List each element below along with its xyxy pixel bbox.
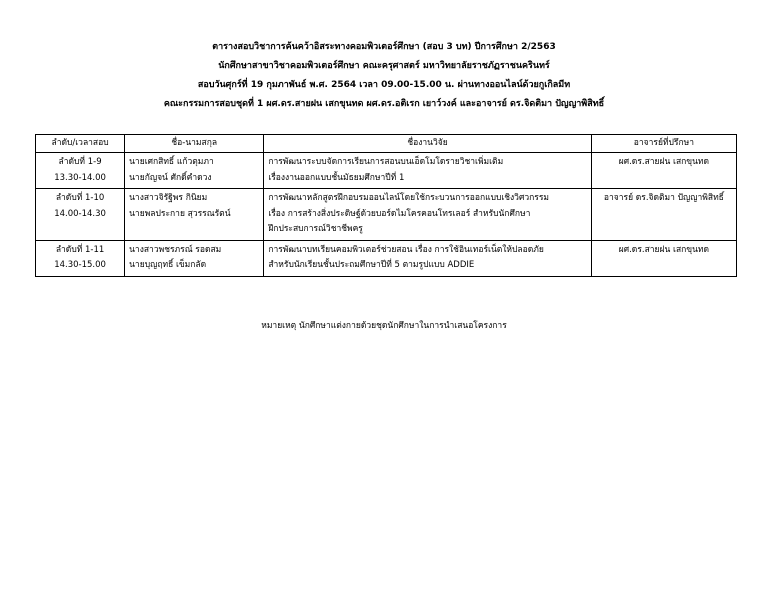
- topic-line: การพัฒนาหลักสูตรฝึกอบรมออนไลน์โดยใช้กระบวนการออกแบบเชิงวิศวกรรม: [268, 193, 550, 203]
- column-header-names: ชื่อ-นามสกุล: [125, 135, 264, 153]
- topic-cell: [264, 189, 591, 241]
- order-cell: [36, 153, 125, 189]
- topic-line: การพัฒนาระบบจัดการเรียนการสอนบนเอ็ดโมโดรายวิชาเพิ่มเติม: [268, 157, 504, 167]
- schedule-table: [35, 134, 737, 277]
- order-cell: [36, 189, 125, 241]
- student-name: นางสาวจิรัฐิพร กินิยม: [129, 193, 208, 203]
- table-row: [36, 153, 737, 189]
- column-header-topic: ชื่องานวิจัย: [264, 135, 591, 153]
- order-number: ลำดับที่ 1-11: [55, 244, 105, 255]
- topic-line: สำหรับนักเรียนชั้นประถมศึกษาปีที่ 5 ตามรูปแบบ ADDIE: [268, 260, 475, 270]
- student-name: นายพลประกาย สุวรรณรัตน์: [129, 208, 231, 219]
- column-header-advisor: อาจารย์ที่ปรึกษา: [591, 135, 736, 153]
- exam-time: 14.00-14.30: [54, 208, 106, 219]
- table-header-row: [36, 135, 737, 153]
- names-cell: [125, 153, 264, 189]
- order-number: ลำดับที่ 1-10: [55, 193, 105, 203]
- column-header-order: ลำดับ/เวลาสอบ: [36, 135, 125, 153]
- advisor-cell: ผศ.ดร.สายฝน เสกขุนทด: [591, 153, 736, 189]
- header-department: นักศึกษาสาขาวิชาคอมพิวเตอร์ศึกษา คณะครุศาสตร์ มหาวิทยาลัยราชภัฏราชนครินทร์: [218, 61, 550, 71]
- table-row: [36, 189, 737, 241]
- student-name: นายกัญจน์ ศักดิ์คำดวง: [129, 172, 212, 183]
- order-cell: [36, 240, 125, 276]
- names-cell: [125, 189, 264, 241]
- table-row: [36, 240, 737, 276]
- topic-line: เรื่องงานออกแบบชั้นมัธยมศึกษาปีที่ 1: [268, 172, 405, 183]
- topic-line: เรื่อง การสร้างสิ่งประดิษฐ์ด้วยบอร์ดไมโครคอนโทรเลอร์ สำหรับนักศึกษา: [268, 208, 531, 219]
- student-name: นายบุญฤทธิ์ เข็มกลัด: [129, 260, 207, 270]
- order-number: ลำดับที่ 1-9: [58, 157, 102, 167]
- header-date: สอบวันศุกร์ที่ 19 กุมภาพันธ์ พ.ศ. 2564 เวลา 09.00-15.00 น. ผ่านทางออนไลน์ด้วยกูเกิลมีท: [197, 80, 571, 90]
- topic-line: ฝึกประสบการณ์วิชาชีพครู: [268, 224, 363, 234]
- topic-cell: [264, 153, 591, 189]
- topic-cell: [264, 240, 591, 276]
- student-name: นายเศกสิทธิ์ แก้วตุมภา: [129, 157, 214, 167]
- exam-time: 13.30-14.00: [54, 172, 106, 183]
- advisor-cell: ผศ.ดร.สายฝน เสกขุนทด: [591, 240, 736, 276]
- topic-line: การพัฒนาบทเรียนคอมพิวเตอร์ช่วยสอน เรื่อง การใช้อินเทอร์เน็ตให้ปลอดภัย: [268, 244, 544, 255]
- exam-time: 14.30-15.00: [54, 260, 106, 270]
- names-cell: [125, 240, 264, 276]
- student-name: นางสาวพชรภรณ์ รอดสม: [129, 244, 222, 255]
- header-committee: คณะกรรมการสอบชุดที่ 1 ผศ.ดร.สายฝน เสกขุนทด ผศ.ดร.อติเรก เยาว์วงค์ และอาจารย์ ดร.จิดติมา ปัญญาพิสิทธิ์: [163, 99, 605, 109]
- header-title: ตารางสอบวิชาการค้นคว้าอิสระทางคอมพิวเตอร์ศึกษา (สอบ 3 บท) ปีการศึกษา 2/2563: [212, 42, 556, 52]
- advisor-cell: อาจารย์ ดร.จิดติมา ปัญญาพิสิทธิ์: [591, 189, 736, 241]
- document-header: [0, 38, 768, 114]
- footnote: หมายเหตุ นักศึกษาแต่งกายด้วยชุดนักศึกษาในการนำเสนอโครงการ: [261, 321, 507, 331]
